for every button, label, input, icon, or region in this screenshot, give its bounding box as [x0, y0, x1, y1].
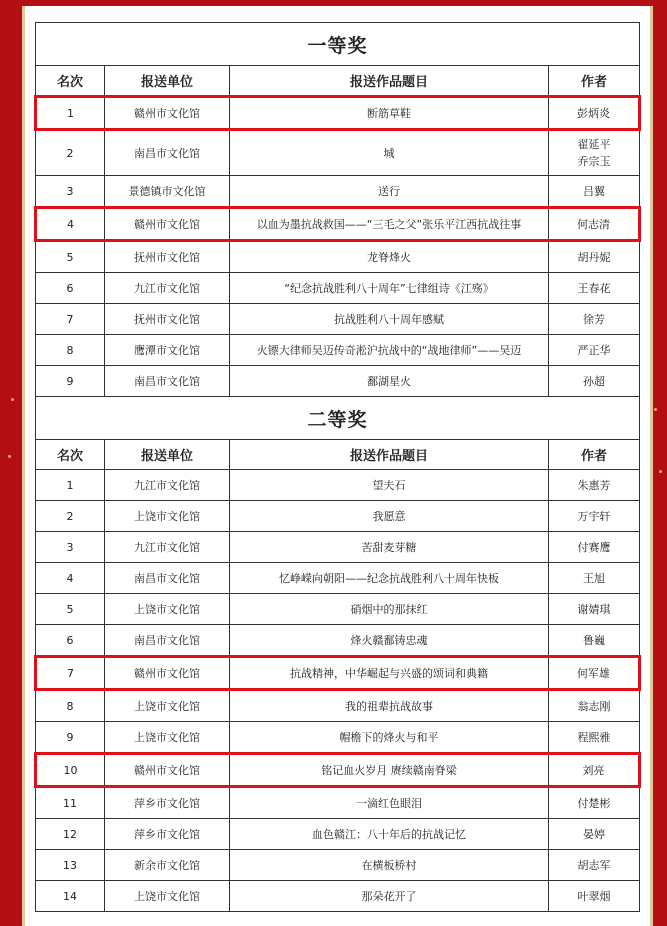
section-heading: 二等奖: [36, 397, 640, 440]
table-row: [36, 819, 640, 850]
table-row: [36, 625, 640, 657]
table-row: [36, 563, 640, 594]
unit-cell: 景德镇市文化馆: [105, 176, 230, 208]
table-row: [36, 754, 640, 787]
author-cell: [549, 208, 640, 241]
title-cell: 抗战胜利八十周年感赋: [230, 304, 549, 335]
title-cell: 火镖大律师吴迈传奇淞沪抗战中的“战地律师”——吴迈: [230, 335, 549, 366]
author-cell: [549, 754, 640, 787]
rank-cell: 6: [36, 273, 105, 304]
table-row: [36, 470, 640, 501]
author-cell: [549, 722, 640, 754]
table-row: [36, 273, 640, 304]
title-cell: 我的祖辈抗战故事: [230, 690, 549, 722]
author-cell: [549, 532, 640, 563]
section-title-row: [36, 397, 640, 440]
author-name: 刘亮: [582, 764, 605, 777]
unit-cell: 南昌市文化馆: [105, 130, 230, 176]
rank-cell: 1: [36, 470, 105, 501]
unit-cell: 上饶市文化馆: [105, 722, 230, 754]
author-cell: [549, 787, 640, 819]
author-name: 朱惠芳: [577, 479, 611, 492]
header-rank: 名次: [36, 66, 105, 97]
title-cell: 城: [230, 130, 549, 176]
section-title-row: [36, 23, 640, 66]
rank-cell: 8: [36, 335, 105, 366]
rank-cell: 1: [36, 97, 105, 130]
table-row: [36, 881, 640, 912]
unit-cell: 赣州市文化馆: [105, 97, 230, 130]
title-cell: 帽檐下的烽火与和平: [230, 722, 549, 754]
author-name: 孙超: [583, 375, 605, 388]
author-name: 翟延平: [577, 138, 611, 151]
unit-cell: 上饶市文化馆: [105, 881, 230, 912]
unit-cell: 萍乡市文化馆: [105, 787, 230, 819]
unit-cell: 萍乡市文化馆: [105, 819, 230, 850]
sparkle-decoration: [659, 470, 662, 473]
award-sheet: [34, 22, 638, 912]
table-row: [36, 366, 640, 397]
author-cell: [549, 657, 640, 690]
unit-cell: 赣州市文化馆: [105, 657, 230, 690]
rank-cell: 6: [36, 625, 105, 657]
rank-cell: 13: [36, 850, 105, 881]
award-table: [34, 22, 641, 912]
table-row: [36, 335, 640, 366]
header-author: 作者: [549, 440, 640, 470]
rank-cell: 5: [36, 594, 105, 625]
author-name: 胡丹妮: [577, 251, 611, 264]
title-cell: 血色赣江：八十年后的抗战记忆: [230, 819, 549, 850]
title-cell: 龙脊烽火: [230, 241, 549, 273]
author-name: 何志清: [577, 218, 610, 231]
author-name: 彭炳炎: [577, 107, 610, 120]
author-name: 胡志军: [577, 859, 611, 872]
author-cell: [549, 335, 640, 366]
sparkle-decoration: [8, 455, 11, 458]
table-row: [36, 690, 640, 722]
header-author: 作者: [549, 66, 640, 97]
author-name: 鲁巍: [583, 634, 605, 647]
unit-cell: 抚州市文化馆: [105, 241, 230, 273]
author-name: 王旭: [583, 572, 605, 585]
title-cell: 那朵花开了: [230, 881, 549, 912]
unit-cell: 南昌市文化馆: [105, 563, 230, 594]
unit-cell: 新余市文化馆: [105, 850, 230, 881]
author-name: 叶翠烟: [577, 890, 611, 903]
rank-cell: 3: [36, 532, 105, 563]
title-cell: 忆峥嵘向朝阳——纪念抗战胜利八十周年快板: [230, 563, 549, 594]
author-name: 晏婷: [583, 828, 605, 841]
title-cell: 在横板桥村: [230, 850, 549, 881]
title-cell: 苦甜麦芽糖: [230, 532, 549, 563]
title-cell: 铭记血火岁月 赓续赣南脊梁: [230, 754, 549, 787]
title-cell: 我愿意: [230, 501, 549, 532]
author-name: 万宇轩: [577, 510, 611, 523]
rank-cell: 8: [36, 690, 105, 722]
unit-cell: 上饶市文化馆: [105, 501, 230, 532]
unit-cell: 上饶市文化馆: [105, 690, 230, 722]
table-row: [36, 130, 640, 176]
table-row: [36, 722, 640, 754]
author-name: 付楚彬: [577, 797, 611, 810]
author-name: 徐芳: [583, 313, 605, 326]
unit-cell: 南昌市文化馆: [105, 625, 230, 657]
author-cell: [549, 470, 640, 501]
author-name: 翁志刚: [577, 700, 611, 713]
author-cell: [549, 273, 640, 304]
table-row: [36, 594, 640, 625]
author-cell: [549, 881, 640, 912]
header-unit: 报送单位: [105, 440, 230, 470]
title-cell: 一滴红色眼泪: [230, 787, 549, 819]
author-name: 付赛鹰: [577, 541, 611, 554]
author-name: 严正华: [577, 344, 611, 357]
rank-cell: 10: [36, 754, 105, 787]
section-heading: 一等奖: [36, 23, 640, 66]
rank-cell: 11: [36, 787, 105, 819]
table-row: [36, 850, 640, 881]
unit-cell: 赣州市文化馆: [105, 754, 230, 787]
rank-cell: 9: [36, 366, 105, 397]
header-rank: 名次: [36, 440, 105, 470]
rank-cell: 4: [36, 208, 105, 241]
header-row: [36, 66, 640, 97]
author-cell: [549, 97, 640, 130]
header-title: 报送作品题目: [230, 66, 549, 97]
rank-cell: 12: [36, 819, 105, 850]
title-cell: 送行: [230, 176, 549, 208]
unit-cell: 上饶市文化馆: [105, 594, 230, 625]
table-row: [36, 787, 640, 819]
rank-cell: 14: [36, 881, 105, 912]
rank-cell: 2: [36, 130, 105, 176]
rank-cell: 3: [36, 176, 105, 208]
rank-cell: 4: [36, 563, 105, 594]
author-name: 谢婧琪: [577, 603, 611, 616]
table-row: [36, 241, 640, 273]
unit-cell: 九江市文化馆: [105, 532, 230, 563]
author-name: 何军雄: [577, 667, 610, 680]
rank-cell: 7: [36, 304, 105, 335]
author-name: 吕翼: [583, 185, 605, 198]
author-cell: [549, 304, 640, 335]
unit-cell: 九江市文化馆: [105, 470, 230, 501]
author-name: 乔宗玉: [577, 155, 611, 168]
author-cell: [549, 563, 640, 594]
title-cell: 鄱湖星火: [230, 366, 549, 397]
author-cell: [549, 176, 640, 208]
author-name: 程熙雅: [577, 731, 611, 744]
rank-cell: 2: [36, 501, 105, 532]
title-cell: “纪念抗战胜利八十周年”七律组诗《江殇》: [230, 273, 549, 304]
unit-cell: 抚州市文化馆: [105, 304, 230, 335]
rank-cell: 5: [36, 241, 105, 273]
table-row: [36, 176, 640, 208]
title-cell: 以血为墨抗战救国——“三毛之父”张乐平江西抗战往事: [230, 208, 549, 241]
title-cell: 断筋草鞋: [230, 97, 549, 130]
table-row: [36, 208, 640, 241]
author-cell: [549, 366, 640, 397]
rank-cell: 9: [36, 722, 105, 754]
title-cell: 抗战精神，中华崛起与兴盛的颂词和典籍: [230, 657, 549, 690]
author-cell: [549, 625, 640, 657]
table-row: [36, 97, 640, 130]
author-cell: [549, 690, 640, 722]
author-cell: [549, 819, 640, 850]
unit-cell: 南昌市文化馆: [105, 366, 230, 397]
header-unit: 报送单位: [105, 66, 230, 97]
header-title: 报送作品题目: [230, 440, 549, 470]
author-cell: [549, 130, 640, 176]
table-row: [36, 501, 640, 532]
unit-cell: 鹰潭市文化馆: [105, 335, 230, 366]
author-cell: [549, 850, 640, 881]
unit-cell: 九江市文化馆: [105, 273, 230, 304]
author-cell: [549, 501, 640, 532]
header-row: [36, 440, 640, 470]
table-row: [36, 657, 640, 690]
sparkle-decoration: [11, 398, 14, 401]
title-cell: 望夫石: [230, 470, 549, 501]
author-cell: [549, 241, 640, 273]
rank-cell: 7: [36, 657, 105, 690]
table-row: [36, 304, 640, 335]
title-cell: 硝烟中的那抹红: [230, 594, 549, 625]
sparkle-decoration: [654, 408, 657, 411]
author-name: 王春花: [577, 282, 611, 295]
title-cell: 烽火赣鄱铸忠魂: [230, 625, 549, 657]
table-row: [36, 532, 640, 563]
author-cell: [549, 594, 640, 625]
unit-cell: 赣州市文化馆: [105, 208, 230, 241]
